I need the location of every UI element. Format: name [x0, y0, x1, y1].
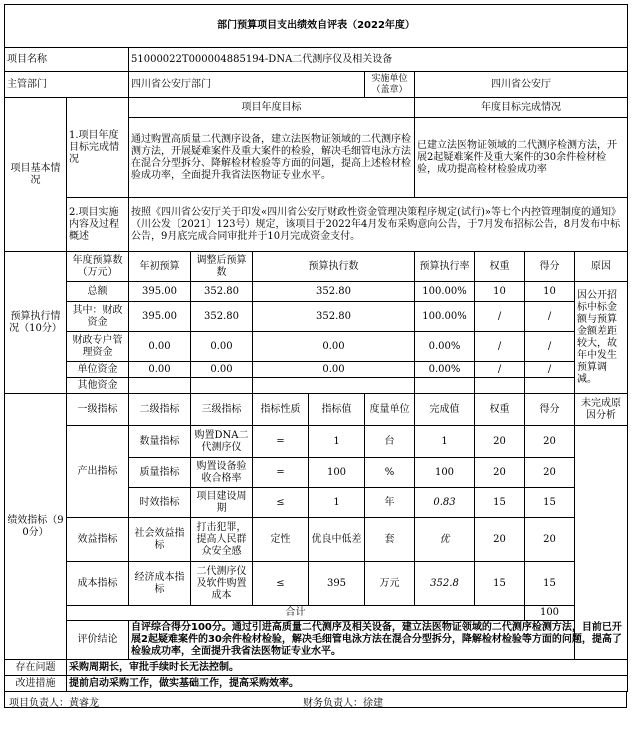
perf-header: 指标性质 — [253, 394, 309, 426]
budget-weight: 10 — [475, 282, 525, 302]
perf-value: 优良中低差 — [309, 518, 365, 562]
perf-l3: 购置设备验收合格率 — [191, 458, 253, 488]
problem-label: 存在问题 — [5, 660, 67, 676]
budget-score: / — [525, 332, 575, 362]
dept-label: 主管部门 — [5, 72, 129, 98]
total-score: 100 — [525, 606, 575, 621]
measure-text: 提前启动采购工作，做实基础工作，提高采购效率。 — [67, 676, 628, 692]
budget-rate: 0.00% — [415, 362, 475, 378]
perf-header: 未完成原因分析 — [575, 394, 628, 426]
budget-rate — [415, 378, 475, 394]
budget-header: 预算执行率 — [415, 252, 475, 282]
budget-rate: 100.00% — [415, 282, 475, 302]
perf-header: 指标值 — [309, 394, 365, 426]
finance-leader: 财务负责人：徐建 — [303, 698, 383, 709]
perf-nature: = — [253, 426, 309, 458]
budget-rate: 0.00% — [415, 332, 475, 362]
budget-weight — [475, 378, 525, 394]
perf-done: 优 — [415, 518, 475, 562]
perf-section-label: 绩效指标（90分） — [5, 394, 67, 660]
perf-l3: 购置DNA二代测序仪 — [191, 426, 253, 458]
output-indicator-label: 产出指标 — [67, 426, 129, 518]
perf-header: 二级指标 — [129, 394, 191, 426]
budget-adjusted: 0.00 — [191, 362, 253, 378]
budget-executed — [253, 378, 415, 394]
budget-initial: 395.00 — [129, 282, 191, 302]
perf-unit: 万元 — [365, 562, 415, 606]
measure-label: 改进措施 — [5, 676, 67, 692]
perf-weight: 20 — [475, 458, 525, 488]
conclusion-text: 自评综合得分100分。通过引进高质量二代测序及相关设备，建立法医物证领域的二代测序检测方法，目前已开展2起疑难案件的30余件检材检验，解决毛细管电泳方法在混合分型拆分，降解检材检验等方面的问题，提高了检验成功率，全面提升我省法医物证专业水平。 — [129, 621, 628, 660]
budget-executed: 352.80 — [253, 282, 415, 302]
perf-done: 1 — [415, 426, 475, 458]
conclusion-label: 评价结论 — [67, 621, 129, 660]
problem-text: 采购周期长，审批手续时长无法控制。 — [67, 660, 628, 676]
dept-name: 四川省公安厅部门 — [129, 72, 365, 98]
perf-header: 一级指标 — [67, 394, 129, 426]
impl-unit-label: 实施单位（盖章） — [365, 72, 415, 98]
budget-adjusted — [191, 378, 253, 394]
budget-header: 年初预算 — [129, 252, 191, 282]
perf-weight: 15 — [475, 562, 525, 606]
project-leader: 项目负责人：黄睿龙 — [9, 698, 99, 709]
benefit-indicator-label: 效益指标 — [67, 518, 129, 562]
budget-initial: 0.00 — [129, 362, 191, 378]
budget-row-name: 单位资金 — [67, 362, 129, 378]
perf-unit: 台 — [365, 426, 415, 458]
perf-value: 395 — [309, 562, 365, 606]
perf-unit: % — [365, 458, 415, 488]
budget-adjusted: 352.80 — [191, 282, 253, 302]
evaluation-table — [4, 4, 628, 692]
project-name-label: 项目名称 — [5, 48, 129, 72]
cost-indicator-label: 成本指标 — [67, 562, 129, 606]
perf-score: 15 — [525, 562, 575, 606]
budget-header: 调整后预算数 — [191, 252, 253, 282]
perf-l3: 打击犯罪，提高人民群众安全感 — [191, 518, 253, 562]
perf-l3: 二代测序仪及软件购置成本 — [191, 562, 253, 606]
perf-l2: 质量指标 — [129, 458, 191, 488]
done-text: 已建立法医物证领域的二代测序检测方法，开展2起疑难案件及重大案件的30余件检材检验，成功提高检材检验成功率 — [415, 118, 628, 198]
budget-executed: 0.00 — [253, 362, 415, 378]
perf-done: 0.83 — [415, 488, 475, 518]
process-label: 2.项目实施内容及过程概述 — [67, 198, 129, 252]
page-title: 部门预算项目支出绩效自评表（2022年度） — [5, 5, 628, 48]
budget-row-name: 其中：财政资金 — [67, 302, 129, 332]
perf-weight: 15 — [475, 488, 525, 518]
budget-score: / — [525, 302, 575, 332]
budget-initial: 395.00 — [129, 302, 191, 332]
perf-score: 15 — [525, 488, 575, 518]
target-header: 项目年度目标 — [129, 98, 415, 118]
budget-score: 10 — [525, 282, 575, 302]
perf-header: 完成值 — [415, 394, 475, 426]
process-text: 按照《四川省公安厅关于印发«四川省公安厅财政性资金管理决策程序规定(试行)»等七个内控管理制度的通知》（川公发〔2021〕123号）规定，该项目于2022年4月发布采购意向公告，于7月发布招标公告，8月发布中标公告，9月底完成合同审批并于10月完成资金支付。 — [129, 198, 628, 252]
budget-row-name: 财政专户管理资金 — [67, 332, 129, 362]
budget-adjusted: 0.00 — [191, 332, 253, 362]
budget-row-name: 其他资金 — [67, 378, 129, 394]
budget-executed: 0.00 — [253, 332, 415, 362]
perf-done: 352.8 — [415, 562, 475, 606]
budget-section-label: 预算执行情况（10分） — [5, 252, 67, 394]
perf-l2: 时效指标 — [129, 488, 191, 518]
budget-weight: / — [475, 302, 525, 332]
perf-value: 1 — [309, 426, 365, 458]
target-text: 通过购置高质量二代测序设备，建立法医物证领域的二代测序检测方法，开展疑难案件及重大案件的检验，解决毛细管电泳方法在混合分型拆分、降解检材检验等方面的问题，提高上述检材检验成功率，全面提升我省法医物证专业水平。 — [129, 118, 415, 198]
total-label: 合计 — [67, 606, 525, 621]
budget-rate: 100.00% — [415, 302, 475, 332]
perf-header: 度量单位 — [365, 394, 415, 426]
perf-header: 三级指标 — [191, 394, 253, 426]
perf-l2: 社会效益指标 — [129, 518, 191, 562]
perf-unit: 套 — [365, 518, 415, 562]
impl-unit: 四川省公安厅 — [415, 72, 628, 98]
budget-score: / — [525, 362, 575, 378]
perf-header: 权重 — [475, 394, 525, 426]
perf-l2: 经济成本指标 — [129, 562, 191, 606]
perf-l2: 数量指标 — [129, 426, 191, 458]
budget-score — [525, 378, 575, 394]
budget-header: 年度预算数（万元） — [67, 252, 129, 282]
perf-header: 得分 — [525, 394, 575, 426]
perf-nature: ≤ — [253, 562, 309, 606]
signature-footer — [4, 692, 627, 708]
perf-nature: ≤ — [253, 488, 309, 518]
budget-initial: 0.00 — [129, 332, 191, 362]
budget-adjusted: 352.80 — [191, 302, 253, 332]
budget-weight: / — [475, 362, 525, 378]
perf-value: 1 — [309, 488, 365, 518]
basic-info-label: 项目基本情况 — [5, 98, 67, 252]
perf-done: 100 — [415, 458, 475, 488]
budget-executed: 352.80 — [253, 302, 415, 332]
perf-value: 100 — [309, 458, 365, 488]
perf-nature: = — [253, 458, 309, 488]
budget-reason: 因公开招标中标金额与预算金额差距较大，故年中发生预算调减。 — [575, 282, 628, 394]
perf-score: 20 — [525, 458, 575, 488]
perf-unit: 年 — [365, 488, 415, 518]
perf-score: 20 — [525, 518, 575, 562]
perf-weight: 20 — [475, 426, 525, 458]
project-name: 51000022T000004885194-DNA二代测序仪及相关设备 — [129, 48, 628, 72]
perf-l3: 项目建设周期 — [191, 488, 253, 518]
budget-header: 预算执行数 — [253, 252, 415, 282]
budget-row-name: 总额 — [67, 282, 129, 302]
budget-weight: / — [475, 332, 525, 362]
goal-label: 1.项目年度目标完成情况 — [67, 98, 129, 198]
perf-weight: 20 — [475, 518, 525, 562]
perf-nature: 定性 — [253, 518, 309, 562]
perf-score: 20 — [525, 426, 575, 458]
budget-header: 得分 — [525, 252, 575, 282]
budget-header: 权重 — [475, 252, 525, 282]
done-header: 年度目标完成情况 — [415, 98, 628, 118]
budget-initial — [129, 378, 191, 394]
budget-header: 原因 — [575, 252, 628, 282]
